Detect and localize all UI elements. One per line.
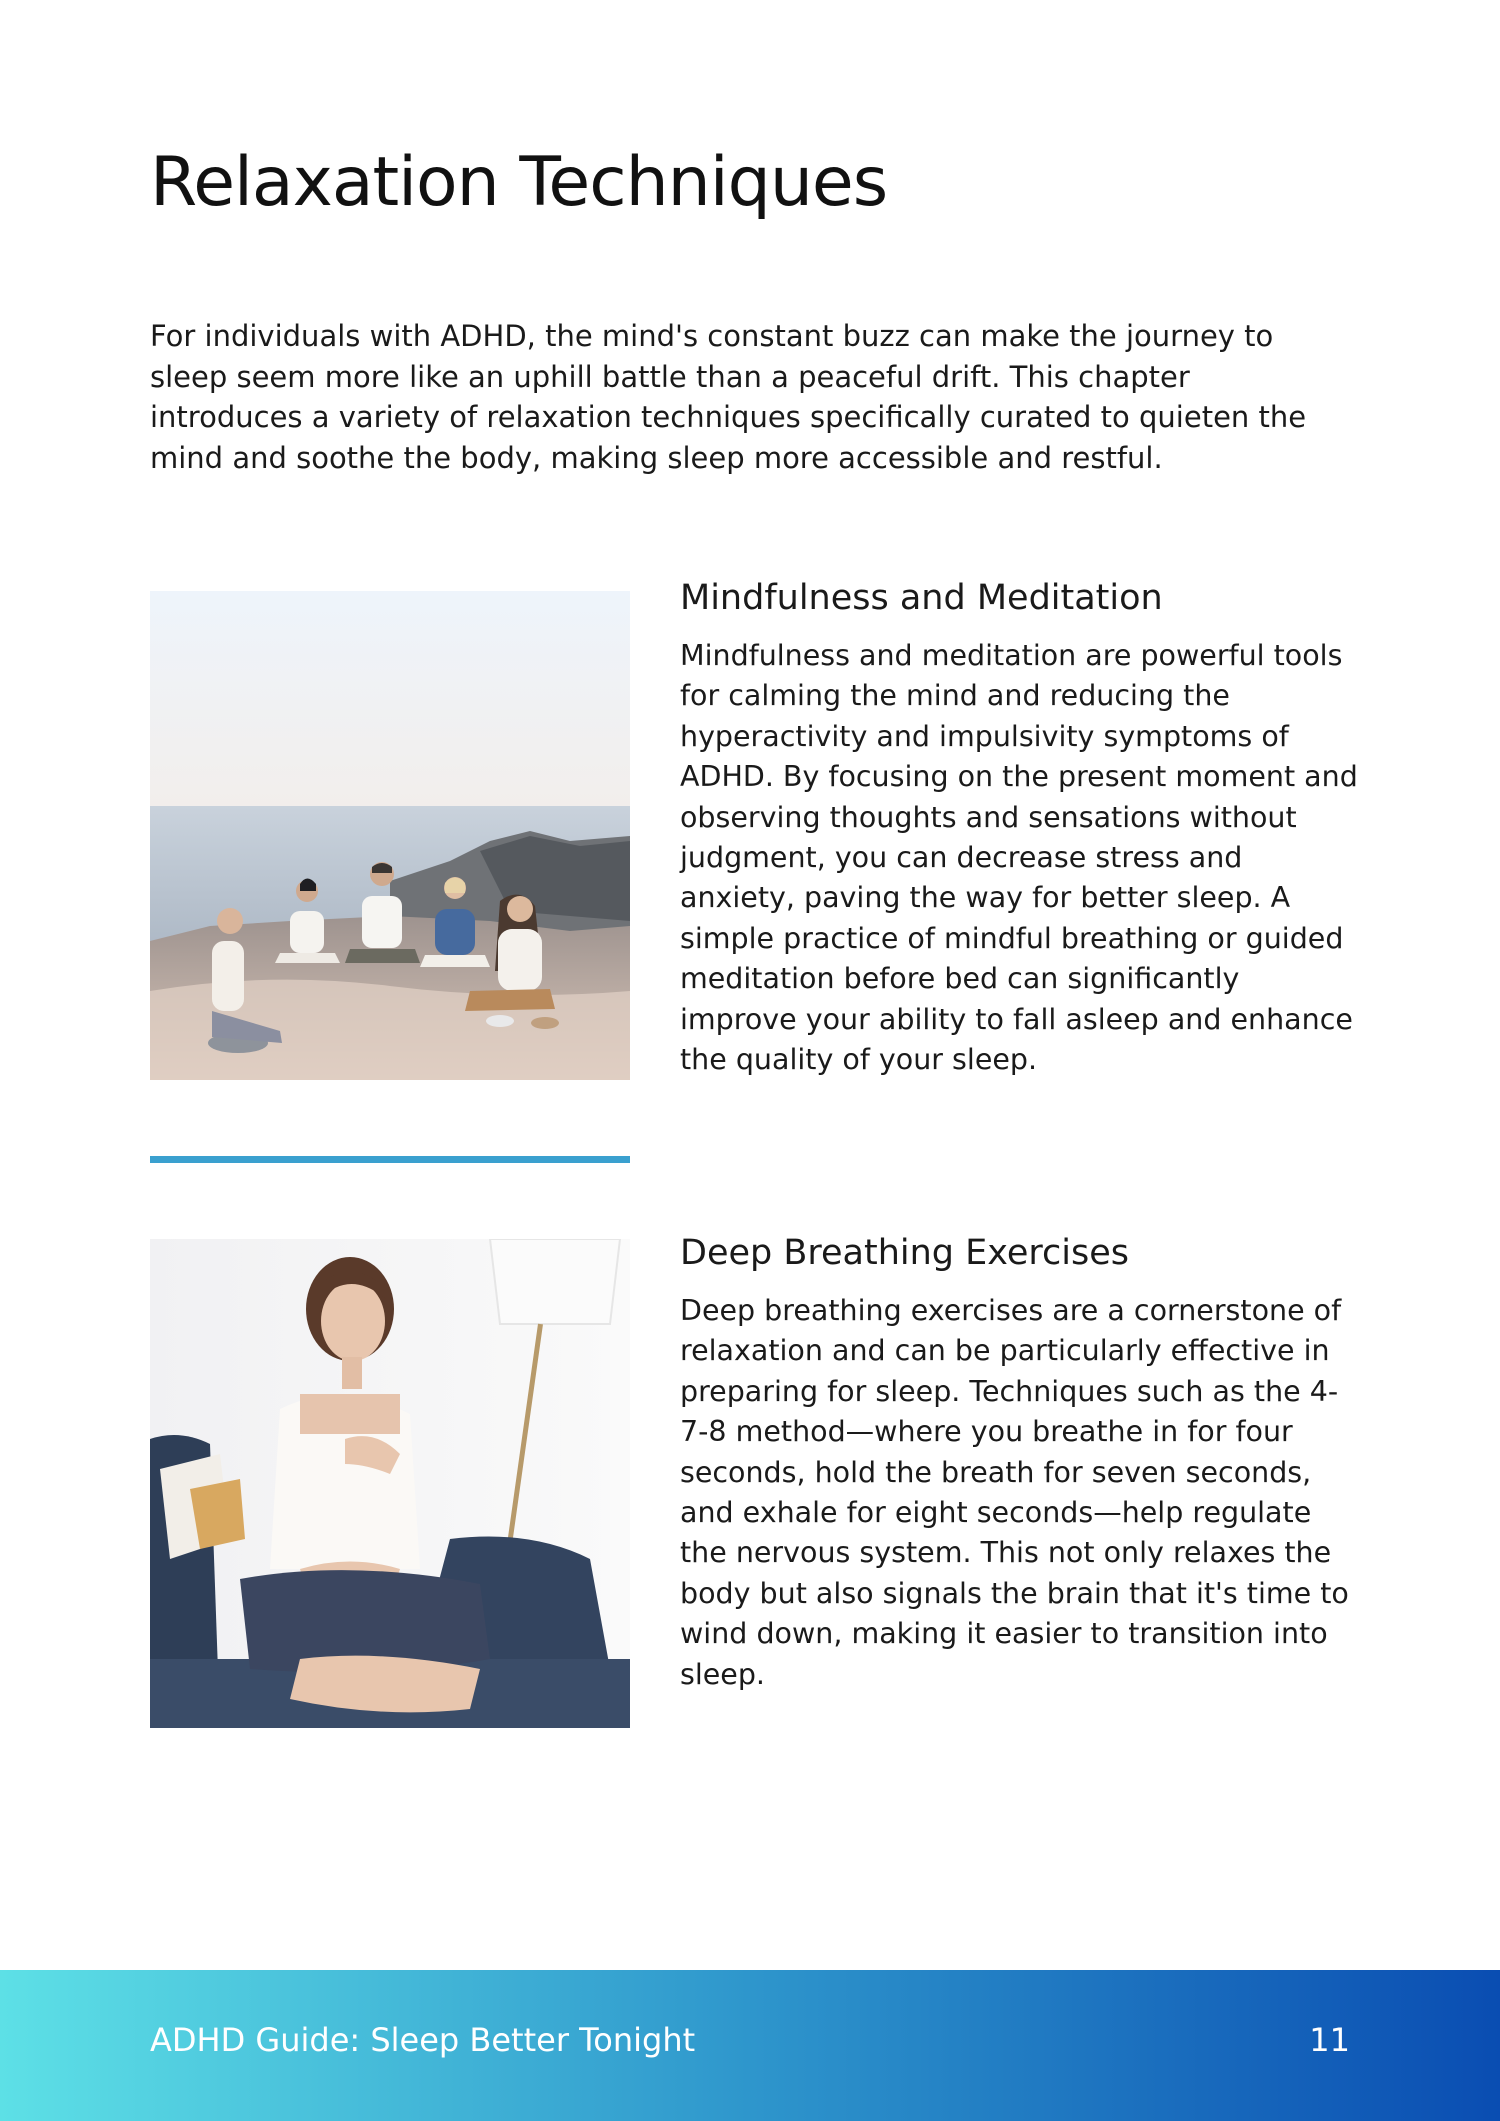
intro-paragraph: For individuals with ADHD, the mind's constant buzz can make the journey to sleep seem more like an uphill battle than a peaceful drift. This chapter introduces a variety of relaxation techniques specifically curated to quieten the mind and soothe the body, making sleep more accessible and restful. bbox=[150, 319, 1307, 475]
page-footer bbox=[0, 1970, 1500, 2121]
page-number: 11 bbox=[1309, 2021, 1350, 2059]
section-divider bbox=[150, 1156, 630, 1163]
footer-title: ADHD Guide: Sleep Better Tonight bbox=[150, 2021, 696, 2059]
section-heading-breathing: Deep Breathing Exercises bbox=[680, 1233, 1130, 1273]
section-heading-mindfulness: Mindfulness and Meditation bbox=[680, 578, 1163, 618]
section-body-mindfulness: Mindfulness and meditation are powerful tools for calming the mind and reducing the hyperactivity and impulsivity symptoms of ADHD. By focusing on the present moment and observing thoughts and sensations without judgment, you can decrease stress and anxiety, paving the way for better sleep. A simple practice of mindful breathing or guided meditation before bed can significantly improve your ability to fall asleep and enhance the quality of your sleep. bbox=[680, 639, 1358, 1077]
group-meditation-photo bbox=[150, 591, 630, 1080]
section-body-breathing: Deep breathing exercises are a cornerstone of relaxation and can be particularly effective in preparing for sleep. Techniques such as the 4-7-8 method—where you breathe in for four seconds, hold the breath for seven seconds, and exhale for eight seconds—help regulate the nervous system. This not only relaxes the body but also signals the brain that it's time to wind down, making it easier to transition into sleep. bbox=[680, 1294, 1349, 1691]
breathing-woman-photo bbox=[150, 1239, 630, 1728]
page-title: Relaxation Techniques bbox=[150, 143, 888, 222]
